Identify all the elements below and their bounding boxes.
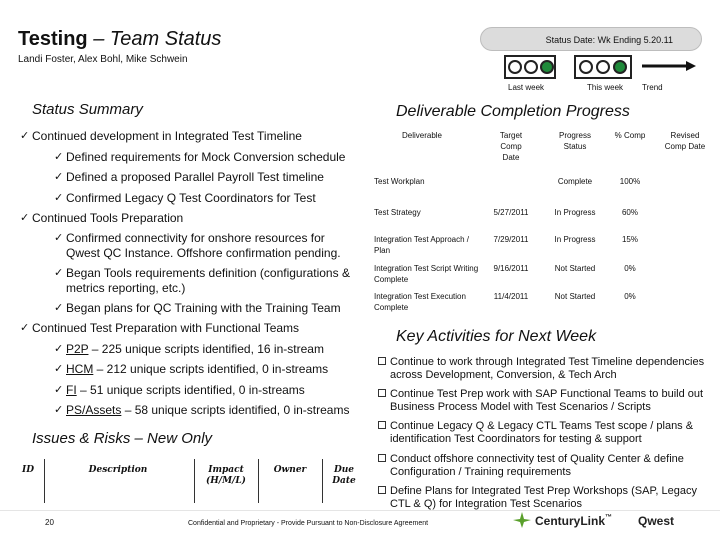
progress-status: Complete — [557, 177, 593, 186]
check-icon: ✓ — [54, 384, 64, 396]
team-status-item: ✓ P2P – 225 unique scripts identified, 16 in-stream — [54, 342, 324, 356]
issues-risks-heading: Issues & Risks – New Only — [32, 430, 213, 447]
col-header-impact: Impact (H/M/L) — [206, 465, 246, 486]
check-icon: ✓ — [54, 404, 64, 416]
check-icon: ✓ — [54, 151, 64, 163]
summary-item: ✓ Began plans for QC Training with the Training Team — [54, 301, 341, 315]
col-header-progress-status: Progress Status — [558, 131, 591, 151]
col-header-owner: Owner — [273, 465, 307, 475]
team-status-item: ✓ PS/Assets – 58 unique scripts identified, 0 in-streams — [54, 403, 350, 417]
check-icon: ✓ — [54, 192, 64, 204]
deliverable-name: Integration Test Script Writing Complete — [374, 264, 479, 284]
target-date: 7/29/2011 — [493, 235, 529, 244]
qwest-logo: Qwest — [638, 514, 675, 528]
table-divider — [258, 459, 259, 503]
progress-status: Not Started — [554, 264, 596, 273]
page-title — [18, 28, 221, 51]
green-light-icon — [613, 60, 627, 74]
deliverable-name: Test Workplan — [374, 177, 425, 186]
summary-item: ✓ Defined a proposed Parallel Payroll Test timeline — [54, 170, 324, 184]
bullet-box-icon — [378, 486, 386, 494]
key-activity-item: Define Plans for Integrated Test Prep Workshops (SAP, Legacy CTL & Q) for Integration Test Scenarios — [378, 485, 708, 511]
col-header-description: Description — [88, 465, 148, 475]
deliverable-name: Test Strategy — [374, 208, 421, 217]
summary-item: ✓ Continued Tools Preparation — [20, 211, 184, 225]
trend-label: Trend — [642, 83, 663, 92]
summary-item: ✓ Defined requirements for Mock Conversion schedule — [54, 150, 346, 164]
trend-arrow-icon — [640, 60, 698, 72]
team-status-item: ✓ HCM – 212 unique scripts identified, 0 in-streams — [54, 362, 329, 376]
pct-comp: 100% — [619, 177, 641, 186]
bullet-box-icon — [378, 357, 386, 365]
progress-status: Not Started — [554, 292, 596, 301]
green-light-icon — [540, 60, 554, 74]
check-icon: ✓ — [54, 267, 64, 279]
title-separator: – — [87, 28, 110, 50]
progress-status: In Progress — [554, 208, 596, 217]
check-icon: ✓ — [54, 232, 64, 244]
title-main: Testing — [18, 28, 88, 50]
table-divider — [194, 459, 195, 503]
pct-comp: 60% — [621, 208, 638, 217]
deliverable-progress-heading: Deliverable Completion Progress — [396, 103, 630, 120]
page-number: 20 — [45, 518, 54, 527]
check-icon: ✓ — [20, 212, 30, 224]
centurylink-logo: CenturyLink™ — [535, 514, 613, 528]
target-date: 5/27/2011 — [493, 208, 529, 217]
col-header-deliverable: Deliverable — [401, 131, 443, 140]
check-icon: ✓ — [54, 343, 64, 355]
yellow-light-icon — [596, 60, 610, 74]
summary-item: ✓ Continued development in Integrated Test Timeline — [20, 129, 302, 143]
key-activities-heading: Key Activities for Next Week — [396, 328, 597, 345]
col-header-target-date: Target Comp Date — [499, 131, 523, 162]
this-week-label: This week — [587, 83, 624, 92]
footer-divider — [0, 510, 720, 511]
team-status-item: ✓ FI – 51 unique scripts identified, 0 in-streams — [54, 383, 305, 397]
status-date: Status Date: Wk Ending 5.20.11 — [480, 27, 702, 51]
centurylink-logo-icon — [512, 511, 532, 529]
red-light-icon — [508, 60, 522, 74]
col-header-id: ID — [21, 465, 34, 475]
red-light-icon — [579, 60, 593, 74]
table-divider — [44, 459, 45, 503]
pct-comp: 0% — [624, 292, 636, 301]
col-header-due-date: Due Date — [332, 465, 356, 486]
key-activity-item: Conduct offshore connectivity test of Quality Center & define Configuration / Training requirements — [378, 453, 708, 479]
check-icon: ✓ — [54, 363, 64, 375]
title-sub: Team Status — [109, 28, 222, 50]
this-week-indicator-group — [574, 55, 632, 79]
target-date: 11/4/2011 — [493, 292, 529, 301]
pct-comp: 15% — [621, 235, 638, 244]
last-week-indicator-group — [504, 55, 556, 79]
bullet-box-icon — [378, 421, 386, 429]
summary-item: ✓ Continued Test Preparation with Functional Teams — [20, 321, 300, 335]
status-summary-heading: Status Summary — [32, 101, 143, 118]
target-date: 9/16/2011 — [493, 264, 529, 273]
col-header-revised-date: Revised Comp Date — [664, 131, 706, 151]
team-members: Landi Foster, Alex Bohl, Mike Schwein — [18, 54, 188, 65]
key-activity-item: Continue Test Prep work with SAP Functional Teams to build out Business Process Model with Test Scenarios / Scripts — [378, 388, 708, 414]
summary-item: ✓ Began Tools requirements definition (configurations & metrics reporting, etc.) — [54, 266, 350, 295]
bullet-box-icon — [378, 454, 386, 462]
yellow-light-icon — [524, 60, 538, 74]
key-activity-item: Continue Legacy Q & Legacy CTL Teams Test scope / plans & identification Test Coordinators for testing & support — [378, 420, 708, 446]
deliverable-name: Integration Test Approach / Plan — [374, 235, 470, 255]
col-header-pct-comp: % Comp — [614, 131, 646, 140]
check-icon: ✓ — [20, 130, 30, 142]
pct-comp: 0% — [624, 264, 636, 273]
bullet-box-icon — [378, 389, 386, 397]
summary-item: ✓ Confirmed connectivity for onshore resources for Qwest QC Instance. Offshore confirmation pending. — [54, 231, 341, 260]
summary-item: ✓ Confirmed Legacy Q Test Coordinators for Test — [54, 191, 316, 205]
table-divider — [322, 459, 323, 503]
progress-status: In Progress — [554, 235, 596, 244]
confidential-notice: Confidential and Proprietary - Provide Pursuant to Non-Disclosure Agreement — [188, 520, 429, 527]
check-icon: ✓ — [54, 171, 64, 183]
last-week-label: Last week — [508, 83, 545, 92]
deliverable-name: Integration Test Execution Complete — [374, 292, 466, 312]
check-icon: ✓ — [54, 302, 64, 314]
key-activity-item: Continue to work through Integrated Test Timeline dependencies across Development, Conversion, & Tech Arch — [378, 356, 708, 382]
check-icon: ✓ — [20, 322, 30, 334]
